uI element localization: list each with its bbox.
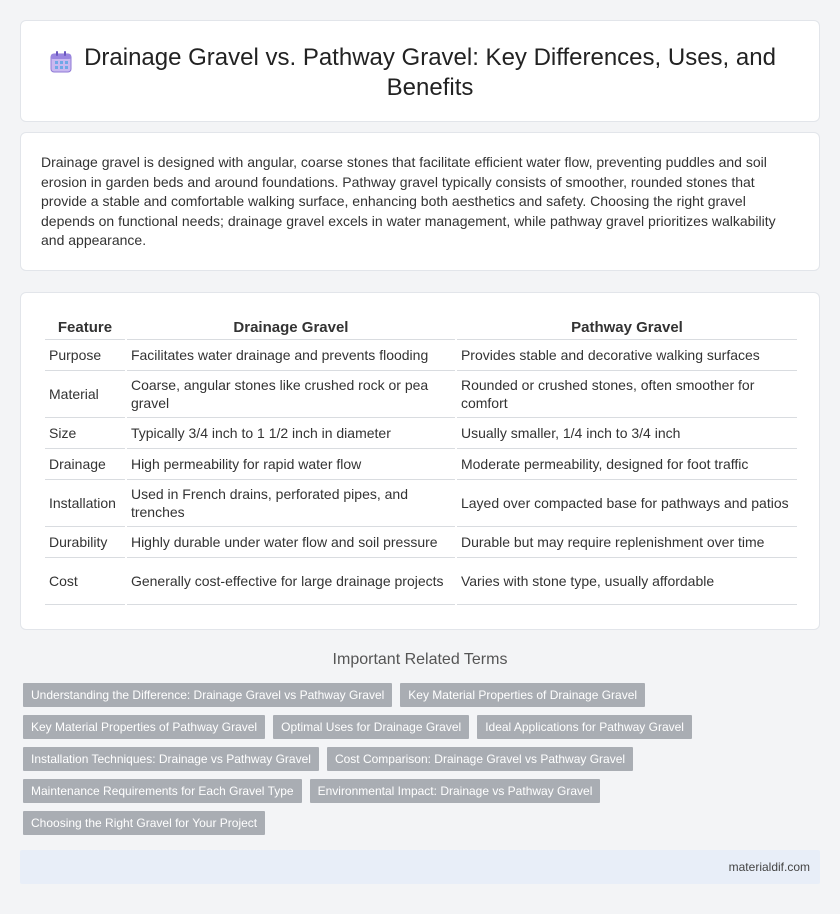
table-cell: High permeability for rapid water flow <box>127 449 455 480</box>
related-term-tag[interactable]: Maintenance Requirements for Each Gravel Type <box>23 779 302 803</box>
summary-text: Drainage gravel is designed with angular, coarse stones that facilitate efficient water flow, preventing puddles and soil erosion in garden beds and around foundations. Pathway gravel typically consists of smoother, rounded stones that provide a stable and comfortable walking surface, enhancing both aesthetics and safety. Choosing the right gravel depends on functional needs; drainage gravel excels in water management, while pathway gravel prioritizes walkability and appearance. <box>41 154 776 248</box>
table-header-cell: Drainage Gravel <box>127 313 455 340</box>
table-cell: Cost <box>45 558 125 605</box>
related-term-tag[interactable]: Key Material Properties of Pathway Gravel <box>23 715 265 739</box>
table-row <box>45 418 797 449</box>
footer-bar <box>20 850 820 884</box>
table-cell: Installation <box>45 480 125 527</box>
table-row <box>45 449 797 480</box>
related-term-tag[interactable]: Key Material Properties of Drainage Gravel <box>400 683 645 707</box>
table-cell: Durability <box>45 527 125 558</box>
table-cell: Moderate permeability, designed for foot traffic <box>457 449 797 480</box>
table-row <box>45 340 797 371</box>
table-cell: Material <box>45 371 125 418</box>
table-cell: Highly durable under water flow and soil pressure <box>127 527 455 558</box>
table-header-cell: Pathway Gravel <box>457 313 797 340</box>
table-cell: Typically 3/4 inch to 1 1/2 inch in diameter <box>127 418 455 449</box>
page-title: Drainage Gravel vs. Pathway Gravel: Key Differences, Uses, and Benefits <box>84 44 776 101</box>
table-cell: Facilitates water drainage and prevents flooding <box>127 340 455 371</box>
table-cell: Provides stable and decorative walking surfaces <box>457 340 797 371</box>
table-cell: Usually smaller, 1/4 inch to 3/4 inch <box>457 418 797 449</box>
table-cell: Purpose <box>45 340 125 371</box>
table-header-row <box>45 313 797 340</box>
related-term-tag[interactable]: Environmental Impact: Drainage vs Pathway Gravel <box>310 779 601 803</box>
comparison-table-card <box>20 292 820 630</box>
related-terms-title: Important Related Terms <box>332 651 508 668</box>
related-term-tag[interactable]: Cost Comparison: Drainage Gravel vs Pathway Gravel <box>327 747 633 771</box>
table-row <box>45 558 797 605</box>
table-cell: Coarse, angular stones like crushed rock or pea gravel <box>127 371 455 418</box>
table-header-cell: Feature <box>45 313 125 340</box>
table-cell: Used in French drains, perforated pipes, and trenches <box>127 480 455 527</box>
related-term-tag[interactable]: Optimal Uses for Drainage Gravel <box>273 715 469 739</box>
header-card <box>20 20 820 122</box>
table-cell: Varies with stone type, usually affordable <box>457 558 797 605</box>
footer-site-link[interactable]: materialdif.com <box>728 860 810 874</box>
related-term-tag[interactable]: Ideal Applications for Pathway Gravel <box>477 715 692 739</box>
table-row <box>45 480 797 527</box>
related-term-tag[interactable]: Choosing the Right Gravel for Your Project <box>23 811 265 835</box>
related-term-tag[interactable]: Installation Techniques: Drainage vs Pathway Gravel <box>23 747 319 771</box>
table-row <box>45 527 797 558</box>
table-cell: Size <box>45 418 125 449</box>
summary-card <box>20 132 820 271</box>
table-row <box>45 371 797 418</box>
related-term-tag[interactable]: Understanding the Difference: Drainage Gravel vs Pathway Gravel <box>23 683 392 707</box>
related-terms-list <box>23 683 703 835</box>
table-cell: Generally cost-effective for large drainage projects <box>127 558 455 605</box>
table-cell: Rounded or crushed stones, often smoother for comfort <box>457 371 797 418</box>
table-cell: Layed over compacted base for pathways and patios <box>457 480 797 527</box>
table-cell: Durable but may require replenishment over time <box>457 527 797 558</box>
table-cell: Drainage <box>45 449 125 480</box>
comparison-table <box>43 313 799 605</box>
